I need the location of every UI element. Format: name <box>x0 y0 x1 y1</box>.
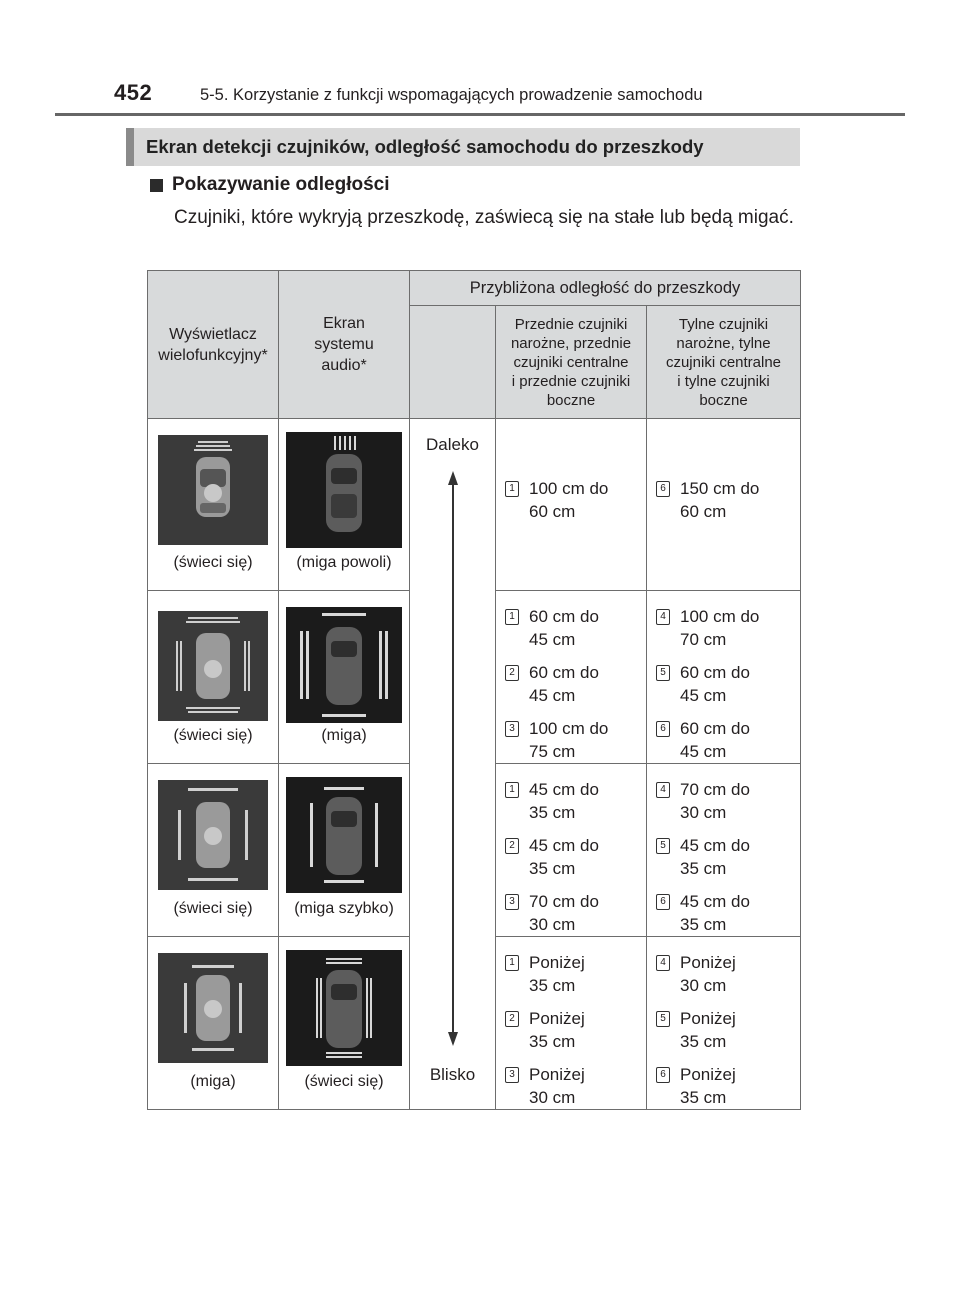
range-entry <box>505 951 646 997</box>
range-line: 70 cm do <box>680 780 750 799</box>
square-bullet-icon <box>150 179 163 192</box>
audio-screen-caption: (świeci się) <box>304 1073 384 1090</box>
audio-screen-cell <box>279 764 410 937</box>
range-entry <box>656 951 800 997</box>
range-entry <box>505 890 646 936</box>
sensor-number-badge: 4 <box>656 609 670 625</box>
range-line: 35 cm <box>680 859 727 878</box>
multi-display-car-icon <box>158 435 268 545</box>
subheading <box>150 174 390 196</box>
near-label: Blisko <box>429 1065 476 1084</box>
sensor-number-badge: 6 <box>656 894 670 910</box>
range-line: 35 cm <box>529 803 576 822</box>
far-label: Daleko <box>426 435 479 454</box>
multi-display-caption: (miga) <box>190 1073 236 1090</box>
sensor-number-badge: 6 <box>656 481 670 497</box>
section-title: Ekran detekcji czujników, odległość samochodu do przeszkody <box>146 136 704 157</box>
range-line: 70 cm <box>680 630 727 649</box>
range-line: 100 cm do <box>680 607 760 626</box>
multi-display-car-icon <box>158 611 268 721</box>
header-audio-line2: systemu <box>314 336 374 353</box>
header-multi-display <box>148 271 279 419</box>
rear-range-cell <box>647 937 801 1110</box>
range-entry <box>656 834 800 880</box>
multi-display-caption: (świeci się) <box>173 554 253 571</box>
range-line: 60 cm <box>529 502 576 521</box>
range-line: 60 cm do <box>680 719 750 738</box>
header-front-line2: narożne, przednie <box>510 334 632 352</box>
double-arrow-icon <box>443 471 463 1046</box>
range-line: 60 cm do <box>680 663 750 682</box>
chapter-title: 5-5. Korzystanie z funkcji wspomagających prowadzenie samochodu <box>200 86 703 104</box>
sensor-number-badge: 4 <box>656 782 670 798</box>
multi-display-cell <box>148 937 279 1110</box>
range-entry <box>505 717 646 763</box>
sensor-number-badge: 5 <box>656 1011 670 1027</box>
page-number: 452 <box>114 80 153 105</box>
header-rear-line5: boczne <box>699 391 748 409</box>
range-entry <box>656 477 800 523</box>
sensor-number-badge: 4 <box>656 955 670 971</box>
header-divider <box>55 113 905 116</box>
audio-screen-car-icon <box>286 432 402 548</box>
range-line: 30 cm <box>529 915 576 934</box>
audio-screen-cell <box>279 419 410 591</box>
range-line: 45 cm do <box>529 780 599 799</box>
header-rear-line3: czujniki centralne <box>665 353 782 371</box>
range-line: 70 cm do <box>529 892 599 911</box>
header-multi-display-text: Wyświetlacz wielofunkcyjny* <box>158 325 268 364</box>
range-line: 45 cm do <box>529 836 599 855</box>
range-entry <box>505 661 646 707</box>
sensor-number-badge: 3 <box>505 894 519 910</box>
range-line: 100 cm do <box>529 479 609 498</box>
multi-display-car-icon <box>158 780 268 890</box>
table-row <box>148 419 801 591</box>
header-rear-sensors <box>647 306 801 419</box>
header-rear-line4: i tylne czujniki <box>677 372 770 390</box>
sensor-number-badge: 6 <box>656 1067 670 1083</box>
header-rear-line1: Tylne czujniki <box>678 315 769 333</box>
range-line: Poniżej <box>529 953 585 972</box>
range-entry <box>656 717 800 763</box>
audio-screen-caption: (miga powoli) <box>296 554 392 571</box>
audio-screen-caption: (miga szybko) <box>294 900 394 917</box>
sensor-number-badge: 3 <box>505 721 519 737</box>
header-arrow-spacer <box>410 306 496 419</box>
header-front-line5: boczne <box>546 391 596 409</box>
sensor-number-badge: 5 <box>656 838 670 854</box>
front-range-cell <box>496 937 647 1110</box>
header-audio-line3: audio* <box>321 357 367 374</box>
sensor-number-badge: 3 <box>505 1067 519 1083</box>
range-line: 45 cm <box>529 686 576 705</box>
range-line: 60 cm <box>680 502 727 521</box>
range-line: 45 cm <box>680 686 727 705</box>
multi-display-caption: (świeci się) <box>173 900 253 917</box>
range-line: 45 cm do <box>680 836 750 855</box>
section-title-bar <box>126 128 800 166</box>
multi-display-cell <box>148 764 279 937</box>
distance-table <box>147 270 801 1110</box>
range-line: 45 cm <box>680 742 727 761</box>
header-approx-distance: Przybliżona odległość do przeszkody <box>410 271 801 306</box>
range-entry <box>505 1007 646 1053</box>
range-entry <box>656 890 800 936</box>
rear-range-cell <box>647 764 801 937</box>
range-line: Poniżej <box>680 1065 736 1084</box>
range-line: 45 cm do <box>680 892 750 911</box>
header-audio-line1: Ekran <box>323 315 365 332</box>
page-header <box>0 0 960 120</box>
range-line: Poniżej <box>680 953 736 972</box>
header-front-line3: czujniki centralne <box>513 353 629 371</box>
multi-display-caption: (świeci się) <box>173 727 253 744</box>
range-line: 35 cm <box>680 1032 727 1051</box>
rear-range-cell <box>647 419 801 591</box>
range-entry <box>505 605 646 651</box>
audio-screen-car-icon <box>286 950 402 1066</box>
range-entry <box>505 477 646 523</box>
subheading-text: Pokazywanie odległości <box>172 174 390 195</box>
range-line: 35 cm <box>680 915 727 934</box>
front-range-cell <box>496 419 647 591</box>
range-line: 100 cm do <box>529 719 609 738</box>
range-line: 35 cm <box>529 1032 576 1051</box>
header-front-line4: i przednie czujniki <box>511 372 631 390</box>
body-paragraph: Czujniki, które wykryją przeszkodę, zaświecą się na stałe lub będą migać. <box>174 207 794 228</box>
rear-range-cell <box>647 591 801 764</box>
header-front-sensors <box>496 306 647 419</box>
range-entry <box>656 605 800 651</box>
sensor-number-badge: 1 <box>505 782 519 798</box>
audio-screen-car-icon <box>286 777 402 893</box>
range-line: 30 cm <box>680 976 727 995</box>
sensor-number-badge: 1 <box>505 609 519 625</box>
sensor-number-badge: 2 <box>505 838 519 854</box>
multi-display-cell <box>148 419 279 591</box>
range-entry <box>656 661 800 707</box>
range-entry <box>505 1063 646 1109</box>
range-line: Poniżej <box>529 1065 585 1084</box>
range-line: 150 cm do <box>680 479 760 498</box>
sensor-number-badge: 2 <box>505 1011 519 1027</box>
multi-display-car-icon <box>158 953 268 1063</box>
header-front-line1: Przednie czujniki <box>514 315 628 333</box>
range-line: Poniżej <box>529 1009 585 1028</box>
audio-screen-caption: (miga) <box>321 727 367 744</box>
section-bar-marker <box>126 128 134 166</box>
sensor-number-badge: 1 <box>505 955 519 971</box>
sensor-number-badge: 1 <box>505 481 519 497</box>
multi-display-cell <box>148 591 279 764</box>
sensor-number-badge: 6 <box>656 721 670 737</box>
audio-screen-cell <box>279 591 410 764</box>
distance-arrow-cell <box>410 419 496 1110</box>
front-range-cell <box>496 591 647 764</box>
range-line: 60 cm do <box>529 607 599 626</box>
range-entry <box>656 1007 800 1053</box>
sensor-number-badge: 5 <box>656 665 670 681</box>
header-audio-screen <box>279 271 410 419</box>
header-rear-line2: narożne, tylne <box>676 334 771 352</box>
range-entry <box>656 778 800 824</box>
range-line: 35 cm <box>680 1088 727 1107</box>
range-entry <box>505 834 646 880</box>
range-line: 45 cm <box>529 630 576 649</box>
range-entry <box>505 778 646 824</box>
range-line: 60 cm do <box>529 663 599 682</box>
range-line: 75 cm <box>529 742 576 761</box>
range-line: 35 cm <box>529 976 576 995</box>
range-line: 35 cm <box>529 859 576 878</box>
audio-screen-car-icon <box>286 607 402 723</box>
sensor-number-badge: 2 <box>505 665 519 681</box>
range-line: 30 cm <box>680 803 727 822</box>
front-range-cell <box>496 764 647 937</box>
range-entry <box>656 1063 800 1109</box>
audio-screen-cell <box>279 937 410 1110</box>
range-line: Poniżej <box>680 1009 736 1028</box>
range-line: 30 cm <box>529 1088 576 1107</box>
